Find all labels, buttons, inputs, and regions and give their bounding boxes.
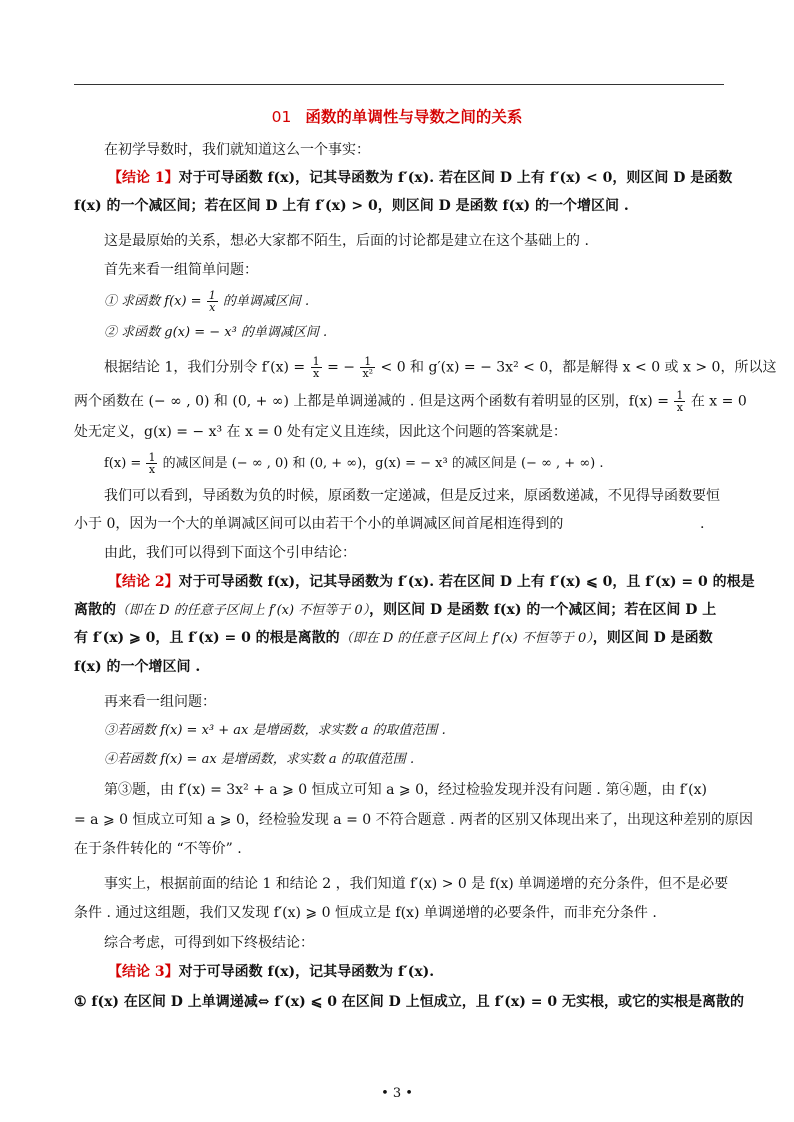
conclusion-3-label: 【结论 3】 bbox=[108, 964, 179, 980]
paragraph-9-line-1: 事实上，根据前面的结论 1 和结论 2 ，我们知道 f′(x) > 0 是 f(x) 单调递增的充分条件，但不是必要 bbox=[104, 876, 729, 892]
paragraph-2: 这是最原始的关系，想必大家都不陌生，后面的讨论都是建立在这个基础上的 . bbox=[104, 233, 589, 249]
paragraph-4-line-3: 处无定义，g(x) = − x³ 在 x = 0 处有定义且连续，因此这个问题的答案就是： bbox=[74, 424, 567, 440]
paragraph-4-line-2 bbox=[74, 389, 747, 414]
conclusion-2-label: 【结论 2】 bbox=[108, 574, 179, 590]
frac-den: x bbox=[313, 367, 320, 380]
paragraph-5-line-2 bbox=[74, 514, 724, 534]
p4-b: = − bbox=[322, 359, 360, 376]
conclusion-3-line-2: ① f(x) 在区间 D 上单调递减⇔ f′(x) ⩽ 0 在区间 D 上恒成立，且 f′(x) = 0 无实根，或它的实根是离散的 bbox=[74, 994, 744, 1010]
conclusion-1-label: 【结论 1】 bbox=[108, 170, 179, 186]
frac-den: x bbox=[209, 301, 216, 314]
ans-post: 的减区间是 (− ∞ , 0) 和 (0, + ∞)，g(x) = − x³ 的减区间是 (− ∞ , + ∞) . bbox=[158, 456, 604, 471]
paragraph-7: 再来看一组问题： bbox=[104, 694, 216, 710]
paragraph-8-line-2: = a ⩾ 0 恒成立可知 a ⩾ 0，经检验发现 a = 0 不符合题意 . 两者的区别又体现出来了，出现这种差别的原因 bbox=[74, 812, 753, 828]
ans-pre: f(x) = bbox=[104, 456, 146, 471]
question-3: ③若函数 f(x) = x³ + ax 是增函数，求实数 a 的取值范围 . bbox=[104, 723, 446, 738]
frac-num: 1 bbox=[360, 356, 375, 368]
frac-den: x² bbox=[362, 367, 374, 380]
c2-l3c: ，则区间 D 是函数 bbox=[592, 630, 713, 646]
frac-den: x bbox=[676, 401, 683, 414]
conclusion-2-line-3 bbox=[74, 628, 724, 649]
conclusion-2-line-1 bbox=[108, 572, 755, 592]
fraction-1-over-x bbox=[311, 356, 322, 379]
frac-num: 1 bbox=[676, 389, 684, 402]
fraction-1-over-x bbox=[207, 290, 218, 313]
c2-l2c: ，则区间 D 是函数 f(x) 的一个减区间；若在区间 D 上 bbox=[369, 602, 717, 618]
frac-num: 1 bbox=[148, 451, 156, 464]
conclusion-1-line-2: f(x) 的一个减区间；若在区间 D 上有 f′(x) > 0，则区间 D 是函数 f(x) 的一个增区间 . bbox=[74, 198, 629, 214]
conclusion-1-line-1 bbox=[108, 168, 733, 188]
question-4: ④若函数 f(x) = ax 是增函数，求实数 a 的取值范围 . bbox=[104, 752, 415, 767]
paragraph-3: 首先来看一组简单问题： bbox=[104, 262, 258, 278]
fraction-1-over-x bbox=[674, 390, 685, 413]
question-1-post: 的单调减区间 . bbox=[218, 294, 310, 309]
header-rule bbox=[74, 84, 724, 85]
section-number: 01 bbox=[271, 108, 292, 126]
paragraph-10: 综合考虑，可得到如下终极结论： bbox=[104, 935, 314, 951]
page-number: • 3 • bbox=[381, 1086, 413, 1101]
conclusion-1-text-1: 对于可导函数 f(x)，记其导函数为 f′(x). 若在区间 D 上有 f′(x) < 0，则区间 D 是函数 bbox=[178, 170, 733, 186]
section-heading: 函数的单调性与导数之间的关系 bbox=[305, 108, 523, 126]
paragraph-4-line-1 bbox=[104, 355, 777, 380]
paragraph-9-line-2: 条件 . 通过这组题，我们又发现 f′(x) ⩾ 0 恒成立是 f(x) 单调递增的必要条件，而非充分条件 . bbox=[74, 905, 657, 921]
fraction-1-over-x-squared bbox=[360, 356, 375, 379]
c2-l3a: 有 f′(x) ⩾ 0，且 f′(x) = 0 的根是离散的 bbox=[74, 630, 340, 646]
paragraph-8-line-1: 第③题，由 f′(x) = 3x² + a ⩾ 0 恒成立可知 a ⩾ 0，经过检验发现并没有问题 . 第④题，由 f′(x) bbox=[104, 782, 707, 798]
conclusion-2-line-4: f(x) 的一个增区间 . bbox=[74, 659, 201, 675]
paragraph-5-line-1: 我们可以看到，导函数为负的时候，原函数一定递减，但是反过来，原函数递减，不见得导函数要恒 bbox=[104, 488, 720, 504]
c2-l3b: （即在 D 的任意子区间上 f′(x) 不恒等于 0） bbox=[339, 631, 593, 646]
frac-num: 1 bbox=[208, 289, 216, 302]
conclusion-2-line-2 bbox=[74, 600, 724, 621]
c2-l2a: 离散的 bbox=[74, 602, 116, 618]
question-1-pre: ① 求函数 f(x) = bbox=[104, 294, 206, 309]
paragraph-8-line-3: 在于条件转化的 “不等价” . bbox=[74, 841, 242, 857]
conclusion-3-text-1: 对于可导函数 f(x)，记其导函数为 f′(x). bbox=[178, 964, 435, 980]
p4-c: < 0 和 g′(x) = − 3x² < 0，都是解得 x < 0 或 x > 0，所以这 bbox=[376, 359, 777, 376]
p5-l2end: . bbox=[700, 516, 705, 532]
section-title bbox=[0, 105, 794, 127]
frac-num: 1 bbox=[312, 355, 320, 368]
paragraph-intro: 在初学导数时，我们就知道这么一个事实： bbox=[104, 142, 370, 158]
p4-a: 根据结论 1，我们分别令 f′(x) = bbox=[104, 359, 310, 376]
p4-l2a: 两个函数在 (− ∞ , 0) 和 (0, + ∞) 上都是单调递减的 . 但是这两个函数有着明显的区别，f(x) = bbox=[74, 393, 674, 410]
c2-l2b: （即在 D 的任意子区间上 f′(x) 不恒等于 0） bbox=[116, 603, 370, 618]
p5-l2: 小于 0，因为一个大的单调减区间可以由若干个小的单调减区间首尾相连得到的 bbox=[74, 516, 564, 532]
paragraph-6: 由此，我们可以得到下面这个引申结论： bbox=[104, 545, 356, 561]
p4-l2b: 在 x = 0 bbox=[686, 393, 747, 410]
question-1 bbox=[104, 290, 724, 313]
answer-line bbox=[104, 452, 724, 475]
conclusion-2-text-1: 对于可导函数 f(x)，记其导函数为 f′(x). 若在区间 D 上有 f′(x) ⩽ 0，且 f′(x) = 0 的根是 bbox=[178, 574, 755, 590]
question-2: ② 求函数 g(x) = − x³ 的单调减区间 . bbox=[104, 325, 328, 340]
fraction-1-over-x bbox=[146, 452, 157, 475]
conclusion-3-line-1 bbox=[108, 962, 728, 982]
frac-den: x bbox=[148, 463, 156, 476]
